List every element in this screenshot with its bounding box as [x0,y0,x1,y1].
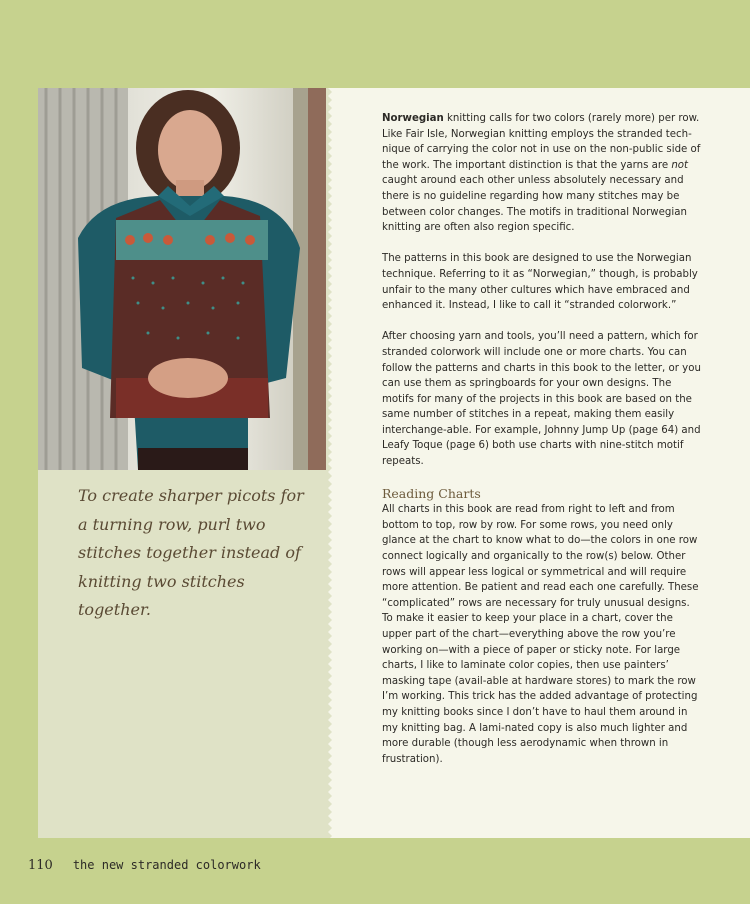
lead-word: Norwegian [382,113,444,124]
paragraph-text: caught around each other unless absolutely necessary and there is no guideline regarding how many stitches may be between color changes. The motifs in traditional Norwegian knitting are often also region specific. [382,175,687,234]
paragraph-technique: The patterns in this book are designed to use the Norwegian technique. Referring to it as “Norwegian,” though, is probably unfair to the many other cultures which have embraced and enhanced it. Instead, I like to call it “stranded colorwork.” [382,253,698,312]
photo-woman-in-stranded-colorwork-vest [38,88,330,470]
body-text [382,111,702,783]
photo-caption: To create sharper picots for a turning row, purl two stitches together instead of knitting two stitches together. [78,486,304,619]
emphasis-text: not [671,159,689,171]
section-heading: Reading Charts [382,486,481,502]
page-footer [28,858,261,873]
paragraph-reading-charts: All charts in this book are read from right to left and from bottom to top, row by row. For some rows, you need only glance at the chart to know what to do—the colors in one row connect logically and organically to the row(s) below. Other rows will appear less logical or symmetrical and will require more attention. Be patient and read each one carefully. These “complicated” rows are necessary for truly unusual designs. To make it easier to keep your place in a chart, cover the upper part of the chart—everything above the row you’re working on—with a piece of paper or sticky note. For large charts, I like to laminate color copies, then use painters’ masking tape (avail-able at hardware stores) to mark the row I’m working. This trick has the added advantage of protecting my knitting books since I don’t have to haul them around in my knitting bag. A lami-nated copy is also much lighter and more durable (though less aerodynamic when thrown in frustration). [382,504,699,765]
photo-illustration [38,88,330,470]
paragraph-patterns: After choosing yarn and tools, you’ll need a pattern, which for stranded colorwork will include one or more charts. You can follow the patterns and charts in this book to the letter, or you can use them as springboards for your own designs. The motifs for many of the projects in this book are based on the same number of stitches in a repeat, making them easily interchange-able. For example, Johnny Jump Up (page 64) and Leafy Toque (page 6) both use charts with nine-stitch motif repeats. [382,331,701,468]
paragraph-norwegian [382,111,702,236]
paragraph-text: knitting calls for two colors (rarely more) per row. Like Fair Isle, Norwegian knitting employs the stranded tech-nique of carrying the color not in use on the non-public side of the work. The important distinction is that the yarns are [382,113,701,171]
book-title: the new stranded colorwork [72,858,261,872]
page-number: 110 [28,858,53,873]
zigzag-page-edge [326,88,336,838]
